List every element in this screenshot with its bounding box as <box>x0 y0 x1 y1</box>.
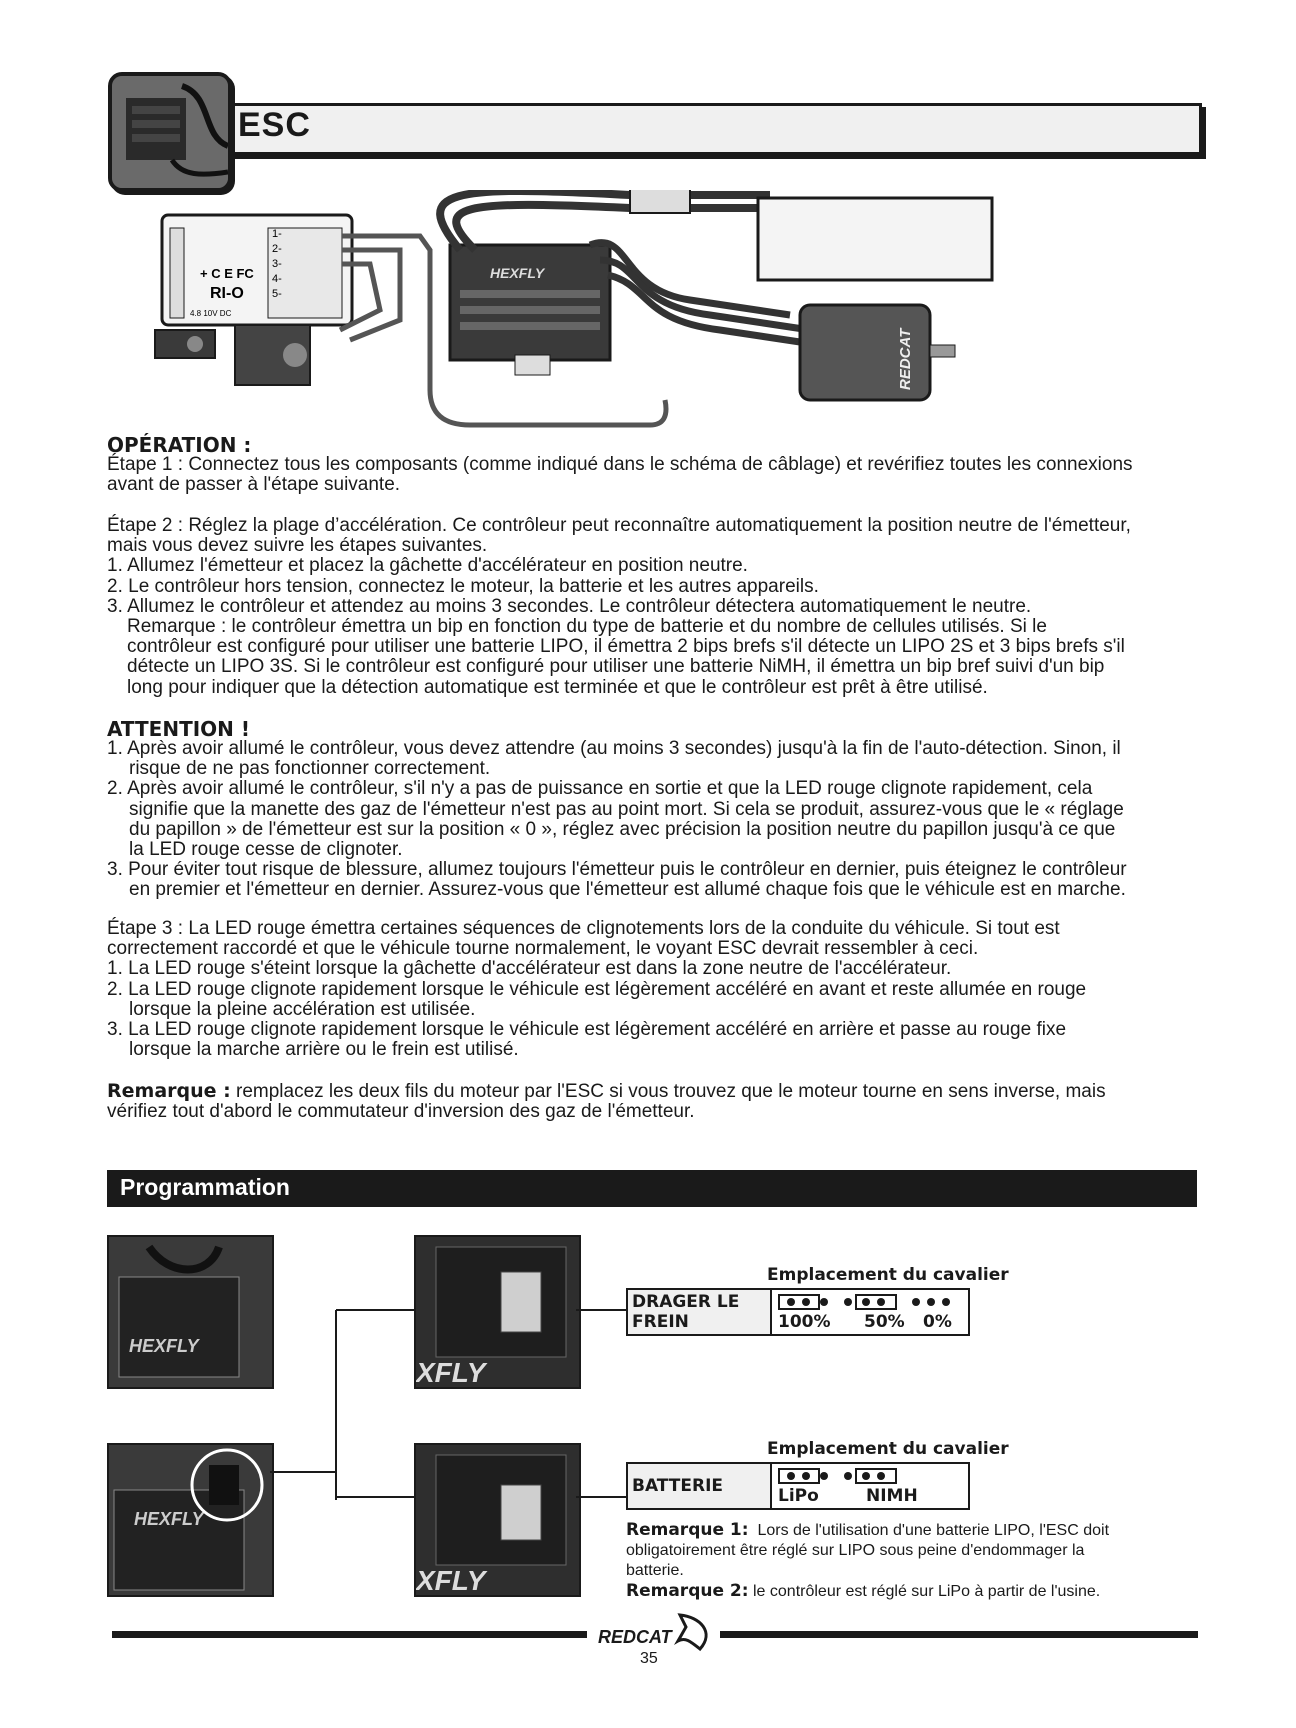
svg-text:REDCAT: REDCAT <box>598 1627 672 1647</box>
battery-box <box>626 1462 970 1510</box>
esc-brand: HEXFLY <box>490 265 545 281</box>
esc-icon <box>108 72 232 192</box>
redcat-logo <box>590 1607 720 1655</box>
list-item: 1. Allumez l'émetteur et placez la gâchette d'accélérateur en position neutre. <box>107 555 748 577</box>
footer-rule <box>112 1631 587 1638</box>
operation-step2: Étape 2 : Réglez la plage d’accélération. Ce contrôleur peut reconnaître automatiquement la position neutre de l'émetteur, mais vous devez suivre les étapes suivantes. 1. Allumez l'émetteur et placez la gâchette d'accélérateur en position neutre. 2. Le contrôleur hors tension, connectez le moteur, la batterie et les autres appareils. 3. Allumez le contrôleur et attendez au moins 3 secondes. Le contrôleur détectera automatiquement le neutre. Remarque : le contrôleur émettra un bip en fonction du type de batterie et du nombre de cellules utilisés. Si le contrôleur est configuré pour utiliser une batterie LIPO, il émettra 2 bips brefs s'il détecte un LIPO 2S et 3 bips brefs s'il détecte un LIPO 3S. Si le contrôleur est configuré pour utiliser une batterie NiMH, il émettra un bip bref suivi d'un bip long pour indiquer que la détection automatique est terminée et que le contrôleur est prêt à être utilisé. <box>107 515 1131 698</box>
programming-notes: Remarque 1: Lors de l'utilisation d'une batterie LIPO, l'ESC doit obligatoirement être réglé sur LIPO sous peine d'endommager la batterie. Remarque 2: le contrôleur est réglé sur LiPo à partir de l'usine. <box>626 1520 1110 1601</box>
operation-heading: OPÉRATION : <box>107 433 252 457</box>
connector-lines <box>270 1300 630 1500</box>
motor-brand: REDCAT <box>897 328 914 390</box>
battery-jumper-icon <box>776 1467 916 1485</box>
photo-brand: HEXFLY <box>134 1509 204 1529</box>
attention-heading: ATTENTION ! <box>107 717 250 741</box>
receiver-channel: 4- <box>272 273 282 285</box>
servo-small <box>155 330 215 358</box>
photo-brand: XFLY <box>416 1357 486 1387</box>
operation-step3: Étape 3 : La LED rouge émettra certaines séquences de clignotements lors de la conduite du véhicule. Si tout est correctement raccordé et que le véhicule tourne normalement, le voyant ESC devrait ressembler à ceci. 1. La LED rouge s'éteint lorsque la gâchette d'accélérateur est dans la zone neutre de l'accélérateur. 2. La LED rouge clignote rapidement lorsque le véhicule est légèrement accéléré en avant et reste allumée en rouge lorsque la pleine accélération est utilisée. 3. La LED rouge clignote rapidement lorsque le véhicule est légèrement accéléré en arrière et passe au rouge fixe lorsque la marche arrière ou le frein est utilisé. <box>107 918 1087 1061</box>
option-nimh: NIMH <box>866 1486 918 1506</box>
esc-photo-jumpers <box>107 1443 274 1597</box>
receiver-channel: 2- <box>272 243 282 255</box>
connector <box>630 190 690 213</box>
battery-label: BATTERIE <box>632 1476 724 1496</box>
jumper-caption: Emplacement du cavalier <box>767 1439 1009 1459</box>
drag-brake-box <box>626 1288 970 1336</box>
photo-brand: HEXFLY <box>129 1336 199 1356</box>
option-100: 100% <box>778 1312 831 1332</box>
wiring-diagram <box>150 190 1070 435</box>
receiver-channel: 5- <box>272 288 282 300</box>
receiver-channel: 3- <box>272 258 282 270</box>
drag-brake-jumper-icon <box>776 1293 966 1311</box>
list-item: 2. Le contrôleur hors tension, connectez le moteur, la batterie et les autres appareils. <box>107 575 819 597</box>
option-0: 0% <box>923 1312 952 1332</box>
battery <box>758 198 992 280</box>
option-50: 50% <box>864 1312 905 1332</box>
remark: Remarque : remplacez les deux fils du moteur par l'ESC si vous trouvez que le moteur tourne en sens inverse, mais vérifiez tout d'abord le commutateur d'inversion des gaz de l'émetteur. <box>107 1080 1106 1123</box>
page-number: 35 <box>640 1650 658 1667</box>
option-lipo: LiPo <box>778 1486 819 1506</box>
footer-rule <box>720 1631 1198 1638</box>
page-title: ESC <box>238 106 311 144</box>
header-bar <box>228 103 1202 155</box>
esc-photo <box>107 1235 274 1389</box>
drag-brake-label: DRAGER LE FREIN <box>632 1292 740 1332</box>
list-item: 3. Allumez le contrôleur et attendez au moins 3 secondes. Le contrôleur détectera automatiquement le neutre. <box>107 595 1032 617</box>
receiver-model: RI-O <box>210 285 244 302</box>
photo-brand: XFLY <box>416 1565 486 1595</box>
receiver-channel: 1- <box>272 228 282 240</box>
jumper-caption: Emplacement du cavalier <box>767 1265 1009 1285</box>
operation-step1: Étape 1 : Connectez tous les composants (comme indiqué dans le schéma de câblage) et revérifiez toutes les connexions avant de passer à l'étape suivante. <box>107 454 1133 496</box>
esc-unit <box>450 245 610 360</box>
receiver-voltage: 4.8 10V DC <box>190 309 232 318</box>
programming-heading: Programmation <box>120 1174 290 1200</box>
receiver-marks: + C E FC <box>200 266 254 281</box>
attention-list: 1. Après avoir allumé le contrôleur, vous devez attendre (au moins 3 secondes) jusqu'à la fin de l'auto-détection. Sinon, il risque de ne pas fonctionner correctement. 2. Après avoir allumé le contrôleur, s'il n'y a pas de puissance en sortie et que la LED rouge clignote rapidement, cela signifie que la manette des gaz de l'émetteur n'est pas au point mort. Si cela se produit, assurez-vous que le « réglage du papillon » de l'émetteur est sur la position « 0 », réglez avec précision la position neutre du papillon jusqu'à ce que la LED rouge cesse de clignoter. 3. Pour éviter tout risque de blessure, allumez toujours l'émetteur puis le contrôleur en dernier, puis éteignez le contrôleur en premier et l'émetteur en dernier. Assurez-vous que l'émetteur est allumé chaque fois que le véhicule est en marche. <box>107 738 1127 901</box>
